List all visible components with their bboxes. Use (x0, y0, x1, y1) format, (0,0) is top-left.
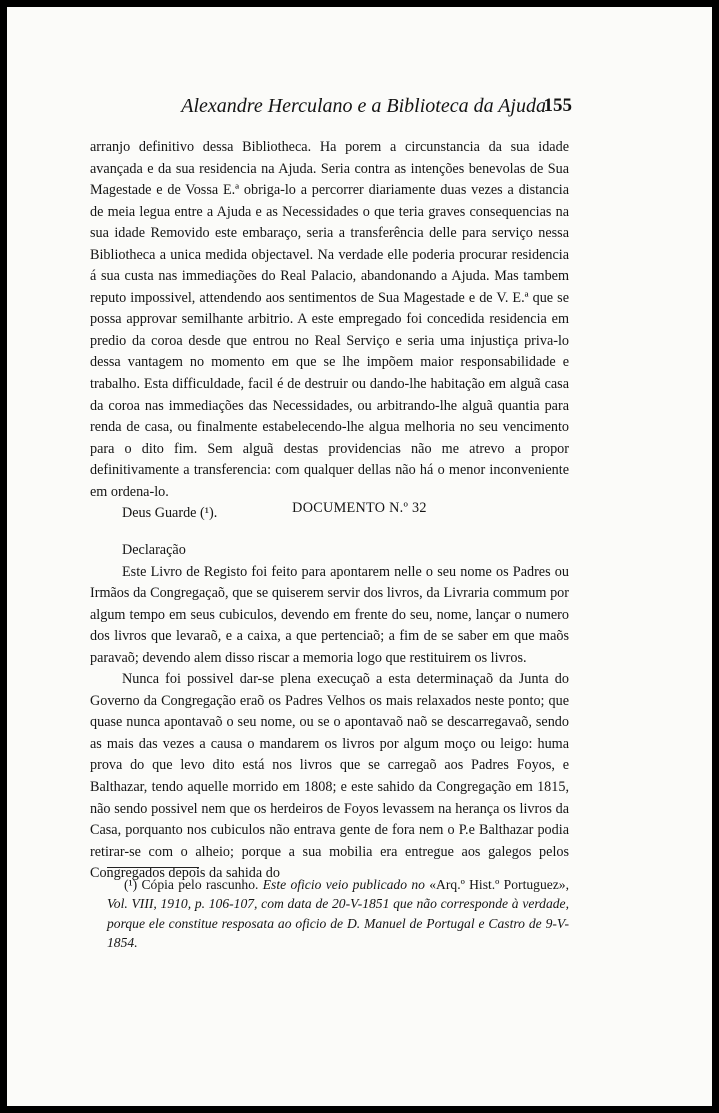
footnote (107, 875, 569, 953)
document-body (90, 540, 569, 885)
document-page (7, 7, 712, 1106)
declaration-label: Declaração (122, 542, 186, 558)
document-paragraph-2: Nunca foi possivel dar-se plena execuçaõ a esta determinaçaõ da Junta do Governo da Congregação eraõ os Padres Velhos os mais relaxados neste ponto; que quase nunca apontavaõ o seu nome, ou se o apontavaõ naõ se descarregavaõ, sendo as mais das vezes a causa o mandarem os livros por algum moço ou leigo: huma prova do que levo dito está nos livros que se carregaõ aos Padres Foyos, e Balthazar, tendo aquelle morrido em 1808; e este sahido da Congregação em 1815, não sendo possivel nem que os herdeiros de Foyos levassem na herança os livros da Casa, porquanto nos cubiculos não entrava gente de fora nem o P.e Balthazar podia retirar-se com o alheio; porque a sua mobilia era entregue aos galegos pelos Congregados depois da sahida do (90, 671, 569, 882)
closing-salutation: Deus Guarde (¹). (122, 505, 218, 522)
continuation-text (90, 137, 569, 525)
footnote-italic-1: Este oficio veio publicado no (262, 877, 425, 892)
footnote-marker: (¹) (124, 877, 138, 892)
footnote-italic-2: Vol. VIII, 1910, p. 106-107, com data de 20-V-1851 que não corresponde à verdade, porque ele constitue resposata ao oficio de D. Manuel de Portugal e Castro de 9-V-1854. (107, 896, 569, 951)
footnote-paragraph (107, 875, 569, 953)
document-paragraph-1: Este Livro de Registo foi feito para apontarem nelle o seu nome os Padres ou Irmãos da Congregaçaõ, que se quiserem servir dos livros, da Livraria commum por algum tempo em seus cubiculos, devendo em frente do seu, nome, lançar o numero dos livros que levaraõ, e a caixa, a que pertenciaõ; a fim de se saber em que maõs paravaõ; devendo alem disso riscar a memoria logo que restituirem os livros. (90, 563, 569, 666)
footnote-archive: «Arq.º Hist.º Portuguez», (429, 877, 570, 892)
footnote-lead: Cópia pelo rascunho. (141, 877, 259, 892)
document-heading: DOCUMENTO N.º 32 (292, 500, 427, 516)
running-title: Alexandre Herculano e a Biblioteca da Ajuda (181, 95, 546, 117)
continuation-paragraph: arranjo definitivo dessa Bibliotheca. Ha porem a circunstancia da sua idade avançada e da sua residencia na Ajuda. Seria contra as intenções benevolas de Sua Magestade e de Vossa E.ª obriga-lo a percorrer diariamente duas vezes a distancia de meia legua entre a Ajuda e as Necessidades o que teria graves consequencias na sua idade Removido este embaraço, seria a transferência delle para serviço nessa Bibliotheca a unica medida objectavel. Na verdade elle poderia procurar residencia á sua custa nas immediações do Real Palacio, abandonando a Ajuda. Mas tambem reputo impossivel, attendendo aos sentimentos de Sua Magestade e de V. E.ª que se possa approvar semilhante arbitrio. A este empregado foi concedida residencia em predio da coroa desde que entrou no Real Serviço e seria uma injustiça priva-lo dessa vantagem no momento em que se lhe impõem maior responsabilidade e trabalho. Esta difficuldade, facil é de destruir ou dando-lhe habitação em alguã casa da coroa nas immediações das Necessidades, ou arbitrando-lhe alguã quantia para renda de casa, ou finalmente estabelecendo-lhe algua melhoria no seu vencimento para o dito fim. Sem alguã destas providencias não me atrevo a propor definitivamente a transferencia: com qualquer dellas não há o menor inconveniente em ordena-lo. (90, 139, 569, 500)
footnote-divider (107, 867, 199, 868)
page-number: 155 (543, 95, 572, 116)
